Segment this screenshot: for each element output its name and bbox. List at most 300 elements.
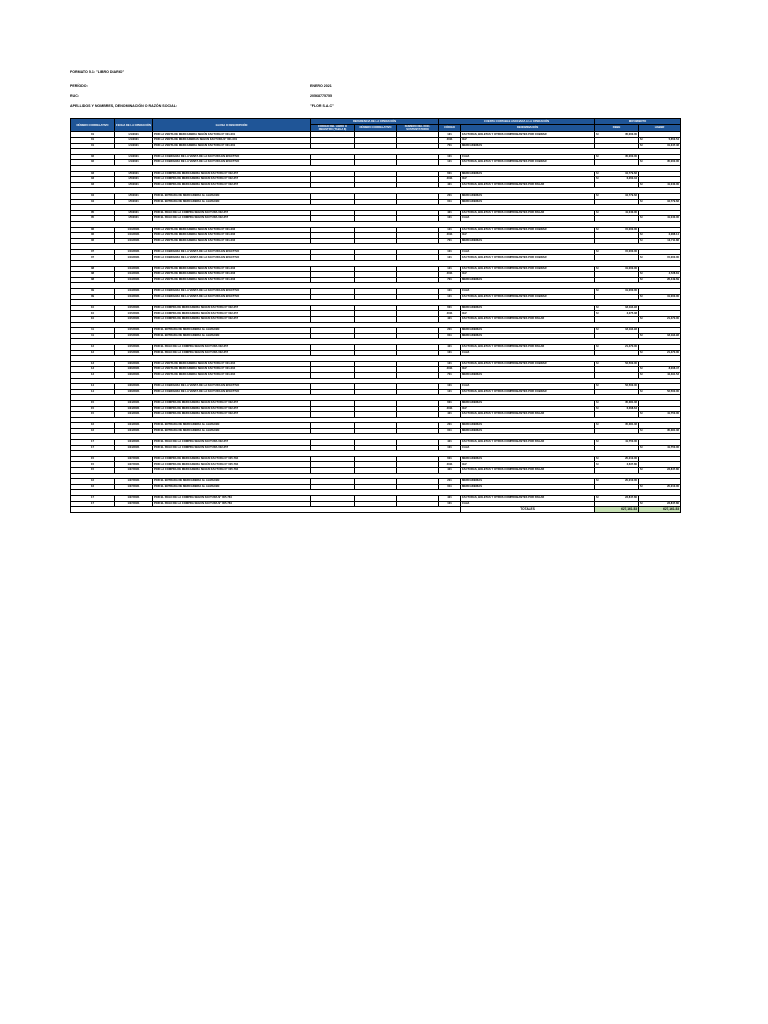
glosa-cell: POR EL PAGO DE LA COMPRA SEGÚN FACTURA 002-257: [153, 350, 311, 356]
fecha-cell: 1/27/2021: [115, 456, 153, 462]
currency-symbol: S/: [640, 143, 643, 147]
debe-cell: [595, 317, 639, 323]
debe-cell: [595, 255, 639, 261]
fecha-cell: 1/5/2021: [115, 210, 153, 216]
numero-correlativo-cell: 05: [71, 216, 115, 222]
ruc-label: RUC:: [70, 94, 79, 98]
debe-value: 35,381.36: [625, 401, 638, 404]
fecha-cell: 1/13/2021: [115, 266, 153, 272]
codigo-cuenta-cell: 101: [439, 289, 461, 295]
fecha-cell: 1/24/2021: [115, 440, 153, 446]
numero-correlativo-cell: 02: [71, 154, 115, 160]
glosa-cell: POR LA COMPRA DE MERCADERIA SEGÚN FACTURA N° 002-257: [153, 412, 311, 418]
codigo-cuenta-cell: 611: [439, 484, 461, 490]
fecha-cell: 1/13/2021: [115, 294, 153, 300]
currency-symbol: S/: [596, 440, 599, 444]
debe-value: 52,500.00: [625, 361, 638, 365]
debe-cell: [595, 238, 639, 244]
fecha-cell: 1/10/2021: [115, 233, 153, 239]
denominacion-cell: CAJA: [461, 445, 595, 451]
currency-symbol: S/: [640, 182, 643, 186]
numero-correlativo-cell: 05: [71, 210, 115, 216]
codigo-cuenta-cell: 421: [439, 468, 461, 474]
currency-symbol: S/: [640, 255, 643, 259]
haber-value: 18,194.92: [667, 333, 680, 337]
glosa-cell: POR LA VENTA DE MERCADERIA SEGÚN FACTURA N° 001-004: [153, 361, 311, 367]
haber-value: 35,381.36: [667, 428, 680, 432]
debe-cell: [595, 350, 639, 356]
fecha-cell: 1/5/2021: [115, 193, 153, 199]
numero-correlativo-cell: 11: [71, 333, 115, 339]
denominacion-cell: MERCADERIAS: [461, 479, 595, 485]
fecha-cell: 1/1/2021: [115, 154, 153, 160]
glosa-cell: POR LA COBRANZA DE LA VENTA DE LA FACTURA EN EFECTIVO: [153, 160, 311, 166]
glosa-cell: POR LA COMPRA DE MERCADERIA SEGÚN FACTURA N° 002-257: [153, 406, 311, 412]
glosa-cell: POR EL PAGO DE LA COMPRA SEGÚN FACTURA N° 005-784: [153, 496, 311, 502]
numero-correlativo-cell: 13: [71, 361, 115, 367]
currency-symbol: S/: [640, 277, 643, 281]
fecha-cell: 1/24/2021: [115, 412, 153, 418]
haber-cell: [639, 160, 681, 166]
debe-cell: [595, 160, 639, 166]
glosa-cell: POR EL ENTRADA DE MERCADERIA AL ALMACEN: [153, 484, 311, 490]
currency-symbol: S/: [596, 171, 599, 175]
denominacion-cell: IGV: [461, 233, 595, 239]
fecha-cell: 1/13/2021: [115, 272, 153, 278]
currency-symbol: S/: [640, 317, 643, 321]
haber-cell: [639, 317, 681, 323]
codigo-cuenta-cell: 4011: [439, 177, 461, 183]
denominacion-cell: CAJA: [461, 154, 595, 160]
debe-cell: [595, 333, 639, 339]
denominacion-cell: CAJA: [461, 350, 595, 356]
debe-cell: [595, 372, 639, 378]
codigo-cuenta-cell: 101: [439, 445, 461, 451]
denominacion-cell: CAJA: [461, 501, 595, 507]
fecha-cell: 1/10/2021: [115, 227, 153, 233]
debe-cell: [595, 182, 639, 188]
currency-symbol: S/: [640, 333, 643, 337]
denominacion-cell: IGV: [461, 462, 595, 468]
numero-correlativo-cell: 08: [71, 277, 115, 283]
glosa-cell: POR LA VENTA DE MERCADERIA SEGÚN FACTURA N° 001-004: [153, 367, 311, 373]
currency-symbol: S/: [596, 289, 599, 293]
haber-value: 2,288.14: [668, 233, 680, 237]
haber-value: 5,652.54: [668, 138, 680, 142]
debe-value: 23,847.80: [625, 496, 638, 500]
haber-cell: [639, 182, 681, 188]
debe-value: 35,000.00: [625, 154, 638, 158]
currency-symbol: S/: [596, 177, 599, 181]
haber-value: 35,000.00: [667, 160, 680, 164]
currency-symbol: S/: [596, 462, 599, 466]
debe-value: 18,194.92: [625, 305, 638, 309]
currency-symbol: S/: [640, 138, 643, 142]
fecha-cell: 1/1/2021: [115, 160, 153, 166]
numero-correlativo-cell: 12: [71, 344, 115, 350]
currency-symbol: S/: [596, 210, 599, 214]
codigo-cuenta-cell: 611: [439, 199, 461, 205]
numero-correlativo-cell: 15: [71, 456, 115, 462]
numero-correlativo-cell: 15: [71, 400, 115, 406]
codigo-cuenta-cell: 4011: [439, 367, 461, 373]
totals-debe: 627,161.53: [595, 507, 639, 513]
numero-correlativo-cell: 02: [71, 160, 115, 166]
numero-correlativo-cell: 03: [71, 182, 115, 188]
codigo-cuenta-cell: 421: [439, 344, 461, 350]
numero-correlativo-cell: 16: [71, 428, 115, 434]
codigo-cuenta-cell: 701: [439, 238, 461, 244]
numero-correlativo-cell: 15: [71, 468, 115, 474]
codigo-cuenta-cell: 601: [439, 305, 461, 311]
haber-cell: [639, 255, 681, 261]
codigo-cuenta-cell: 421: [439, 496, 461, 502]
codigo-cuenta-cell: 121: [439, 361, 461, 367]
haber-cell: [639, 484, 681, 490]
codigo-cuenta-cell: 4011: [439, 311, 461, 317]
currency-symbol: S/: [640, 233, 643, 237]
haber-value: 44,491.53: [667, 373, 680, 377]
currency-symbol: S/: [640, 238, 643, 242]
codigo-cuenta-cell: 101: [439, 249, 461, 255]
currency-symbol: S/: [640, 160, 643, 164]
glosa-cell: POR LA COBRANZA DE LA VENTA DE LA FACTURA EN EFECTIVO: [153, 289, 311, 295]
codigo-cuenta-cell: 601: [439, 400, 461, 406]
codigo-cuenta-cell: 421: [439, 317, 461, 323]
debe-cell: [595, 412, 639, 418]
currency-symbol: S/: [596, 456, 599, 460]
denominacion-cell: CAJA: [461, 289, 595, 295]
numero-correlativo-cell: 04: [71, 193, 115, 199]
header-codigo-libro: CÓDIGO DEL LIBRO O REGISTRO (TABLA 8): [311, 124, 355, 132]
glosa-cell: POR LA COMPRA DE MERCADERIA SEGÚN FACTURA N° 002-257: [153, 311, 311, 317]
debe-value: 15,000.00: [625, 249, 638, 253]
haber-cell: [639, 350, 681, 356]
debe-value: 18,194.92: [625, 328, 638, 332]
currency-symbol: S/: [640, 373, 643, 377]
glosa-cell: POR EL ENTRADA DE MERCADERIA AL ALMACEN: [153, 199, 311, 205]
debe-value: 6,260.34: [626, 177, 638, 181]
denominacion-cell: FACTURAS, BOLETAS Y OTROS COMPROBANTES POR COBRAR: [461, 266, 595, 272]
fecha-cell: 1/5/2021: [115, 216, 153, 222]
codigo-cuenta-cell: 101: [439, 384, 461, 390]
debe-cell: [595, 143, 639, 149]
numero-correlativo-cell: 08: [71, 272, 115, 278]
header-numero-correlativo-ref: NÚMERO CORRELATIVO: [355, 124, 397, 132]
fecha-cell: 1/5/2021: [115, 199, 153, 205]
denominacion-cell: MERCADERIAS: [461, 305, 595, 311]
haber-cell: [639, 277, 681, 283]
ledger-body: [71, 132, 681, 507]
glosa-cell: POR EL PAGO DE LA COMPRA SEGÚN FACTURA 002-257: [153, 344, 311, 350]
header-glosa: GLOSA O DESCRIPCIÓN: [153, 119, 311, 132]
numero-correlativo-cell: 09: [71, 289, 115, 295]
denominacion-cell: FACTURAS, BOLETAS Y OTROS COMPROBANTES POR PAGAR: [461, 496, 595, 502]
currency-symbol: S/: [596, 345, 599, 349]
glosa-cell: POR LA COMPRA DE MERCADERIA SEGÚN FACTURA N° 005-784: [153, 468, 311, 474]
document-title: FORMATO 5.1: "LIBRO DIARIO": [70, 70, 125, 74]
glosa-cell: POR EL ENTRADA DE MERCADERIA AL ALMACEN: [153, 428, 311, 434]
debe-cell: [595, 445, 639, 451]
currency-symbol: S/: [596, 423, 599, 427]
denominacion-cell: MERCADERIAS: [461, 372, 595, 378]
denominacion-cell: MERCADERIAS: [461, 328, 595, 334]
denominacion-cell: MERCADERIAS: [461, 428, 595, 434]
codigo-cuenta-cell: 4011: [439, 406, 461, 412]
fecha-cell: 1/13/2021: [115, 277, 153, 283]
denominacion-cell: IGV: [461, 311, 595, 317]
numero-correlativo-cell: 15: [71, 462, 115, 468]
currency-symbol: S/: [640, 294, 643, 298]
denominacion-cell: FACTURAS, BOLETAS Y OTROS COMPROBANTES POR COBRAR: [461, 132, 595, 138]
haber-cell: [639, 294, 681, 300]
denominacion-cell: FACTURAS, BOLETAS Y OTROS COMPROBANTES POR PAGAR: [461, 412, 595, 418]
haber-value: 12,711.86: [667, 238, 680, 242]
codigo-cuenta-cell: 4011: [439, 233, 461, 239]
numero-correlativo-cell: 10: [71, 305, 115, 311]
debe-cell: [595, 468, 639, 474]
currency-symbol: S/: [640, 484, 643, 488]
codigo-cuenta-cell: 601: [439, 171, 461, 177]
denominacion-cell: MERCADERIAS: [461, 171, 595, 177]
glosa-cell: POR EL PAGO DE LA COMPRA SEGÚN FACTURA 002-257: [153, 210, 311, 216]
glosa-cell: POR EL ENTRADA DE MERCADERIA AL ALMACEN: [153, 328, 311, 334]
numero-correlativo-cell: 04: [71, 199, 115, 205]
glosa-cell: POR LA VENTA DE MERCADERIA SEGÚN FACTURA N° 001-002: [153, 227, 311, 233]
denominacion-cell: MERCADERIAS: [461, 484, 595, 490]
numero-correlativo-cell: 07: [71, 255, 115, 261]
codigo-cuenta-cell: 121: [439, 266, 461, 272]
header-referencia-operacion: REFERENCIA DE LA OPERACIÓN: [311, 119, 439, 125]
denominacion-cell: CAJA: [461, 249, 595, 255]
header-codigo: CÓDIGO: [439, 124, 461, 132]
haber-value: 15,000.00: [667, 255, 680, 259]
denominacion-cell: MERCADERIAS: [461, 199, 595, 205]
denominacion-cell: FACTURAS, BOLETAS Y OTROS COMPROBANTES POR COBRAR: [461, 160, 595, 166]
denominacion-cell: MERCADERIAS: [461, 456, 595, 462]
codigo-cuenta-cell: 611: [439, 428, 461, 434]
numero-correlativo-cell: 01: [71, 138, 115, 144]
numero-correlativo-cell: 10: [71, 311, 115, 317]
denominacion-cell: CAJA: [461, 384, 595, 390]
glosa-cell: POR LA VENTA DE MERCADERIA SEGÚN FACTURA N° 001-001: [153, 132, 311, 138]
debe-value: 3,637.80: [626, 462, 638, 466]
currency-symbol: S/: [596, 311, 599, 315]
denominacion-cell: MERCADERIAS: [461, 277, 595, 283]
haber-cell: [639, 216, 681, 222]
currency-symbol: S/: [596, 194, 599, 198]
denominacion-cell: FACTURAS, BOLETAS Y OTROS COMPROBANTES POR PAGAR: [461, 317, 595, 323]
debe-cell: [595, 277, 639, 283]
haber-value: 21,470.00: [667, 350, 680, 354]
numero-correlativo-cell: 07: [71, 249, 115, 255]
fecha-cell: 1/27/2021: [115, 501, 153, 507]
debe-value: 52,500.00: [625, 384, 638, 388]
fecha-cell: 1/1/2021: [115, 132, 153, 138]
denominacion-cell: IGV: [461, 272, 595, 278]
glosa-cell: POR LA COMPRA DE MERCADERIA SEGÚN FACTURA N° 005-784: [153, 462, 311, 468]
glosa-cell: POR LA VENTA DE MERCADERIA SEGÚN FACTURA N° 001-004: [153, 372, 311, 378]
fecha-cell: 1/20/2021: [115, 372, 153, 378]
denominacion-cell: FACTURAS, BOLETAS Y OTROS COMPROBANTES POR PAGAR: [461, 210, 595, 216]
fecha-cell: 1/27/2021: [115, 496, 153, 502]
fecha-cell: 1/5/2021: [115, 177, 153, 183]
glosa-cell: POR LA VENTA DE MERCADERIA SEGÚN FACTURA N° 001-002: [153, 238, 311, 244]
denominacion-cell: FACTURAS, BOLETAS Y OTROS COMPROBANTES POR COBRAR: [461, 294, 595, 300]
haber-cell: [639, 428, 681, 434]
debe-value: 21,470.00: [625, 345, 638, 349]
debe-value: 31,000.00: [625, 266, 638, 270]
glosa-cell: POR LA VENTA DE MERCADERIA SEGÚN FACTURA N° 001-003: [153, 272, 311, 278]
fecha-cell: 1/10/2021: [115, 255, 153, 261]
fecha-cell: 1/20/2021: [115, 389, 153, 395]
debe-value: 3,275.08: [626, 311, 638, 315]
currency-symbol: S/: [596, 227, 599, 231]
numero-correlativo-cell: 17: [71, 501, 115, 507]
numero-correlativo-cell: 14: [71, 389, 115, 395]
numero-correlativo-cell: 16: [71, 423, 115, 429]
numero-correlativo-cell: 15: [71, 406, 115, 412]
totals-label: TOTALES: [461, 507, 595, 513]
haber-value: 8,008.47: [668, 367, 680, 371]
fecha-cell: 1/27/2021: [115, 468, 153, 474]
glosa-cell: POR EL ENTRADA DE MERCADERIA AL ALMACEN: [153, 479, 311, 485]
glosa-cell: POR LA VENTA DE MERCADERIA SEGÚN FACTURA N° 001-002: [153, 233, 311, 239]
header-debe: DEBE: [595, 124, 639, 132]
numero-correlativo-cell: 03: [71, 177, 115, 183]
codigo-cuenta-cell: 201: [439, 479, 461, 485]
numero-correlativo-cell: 03: [71, 171, 115, 177]
fecha-cell: 1/27/2021: [115, 479, 153, 485]
currency-symbol: S/: [640, 389, 643, 393]
codigo-cuenta-cell: 701: [439, 143, 461, 149]
debe-cell: [595, 484, 639, 490]
haber-cell: [639, 468, 681, 474]
denominacion-cell: MERCADERIAS: [461, 333, 595, 339]
header-movimiento: MOVIMIENTO: [595, 119, 681, 125]
glosa-cell: POR LA VENTA DE MERCADERIA SEGÚN FACTURA N° 001-003: [153, 277, 311, 283]
libro-diario-table: [70, 118, 681, 513]
codigo-cuenta-cell: 4011: [439, 138, 461, 144]
denominacion-cell: FACTURAS, BOLETAS Y OTROS COMPROBANTES POR PAGAR: [461, 344, 595, 350]
debe-value: 6,368.64: [626, 406, 638, 410]
denominacion-cell: MERCADERIAS: [461, 238, 595, 244]
debe-value: 35,000.00: [625, 132, 638, 136]
denominacion-cell: MERCADERIAS: [461, 143, 595, 149]
fecha-cell: 1/27/2021: [115, 484, 153, 490]
numero-correlativo-cell: 06: [71, 233, 115, 239]
fecha-cell: 1/24/2021: [115, 400, 153, 406]
codigo-cuenta-cell: 4011: [439, 462, 461, 468]
fecha-cell: 1/15/2021: [115, 305, 153, 311]
fecha-cell: 1/5/2021: [115, 171, 153, 177]
numero-correlativo-cell: 13: [71, 372, 115, 378]
debe-value: 41,040.00: [625, 210, 638, 214]
fecha-cell: 1/27/2021: [115, 462, 153, 468]
numero-correlativo-cell: 08: [71, 266, 115, 272]
denominacion-cell: IGV: [461, 367, 595, 373]
currency-symbol: S/: [596, 266, 599, 270]
glosa-cell: POR LA VENTA DE MERCADERIAS SEGÚN FACTURA N° 001-001: [153, 138, 311, 144]
denominacion-cell: MERCADERIAS: [461, 423, 595, 429]
glosa-cell: POR LA COMPRA DE MERCADERIA SEGÚN FACTURA N° 002-257: [153, 177, 311, 183]
glosa-cell: POR LA COMPRA DE MERCADERIA SEGÚN FACTURA N° 002-257: [153, 305, 311, 311]
currency-symbol: S/: [596, 406, 599, 410]
header-denominacion: DENOMINACIÓN: [461, 124, 595, 132]
numero-correlativo-cell: 16: [71, 484, 115, 490]
ruc-value: 20568775755: [310, 94, 332, 98]
haber-cell: [639, 445, 681, 451]
numero-correlativo-cell: 09: [71, 294, 115, 300]
codigo-cuenta-cell: 121: [439, 255, 461, 261]
header-numero-correlativo: NÚMERO CORRELATIVO: [71, 119, 115, 132]
codigo-cuenta-cell: 4011: [439, 272, 461, 278]
fecha-cell: 1/15/2021: [115, 350, 153, 356]
header-cuenta-contable: CUENTA CONTABLE ASOCIADA A LA OPERACIÓN: [439, 119, 595, 125]
glosa-cell: POR LA VENTA DE MERCADERIA SEGÚN FACTURA N° 001-003: [153, 266, 311, 272]
glosa-cell: POR LA COBRANZA DE LA VENTA DE LA FACTURA EN EFECTIVO: [153, 249, 311, 255]
denominacion-cell: MERCADERIAS: [461, 400, 595, 406]
haber-value: 41,040.00: [667, 182, 680, 186]
debe-cell: [595, 389, 639, 395]
glosa-cell: POR LA COBRANZA DE LA VENTA DE LA FACTURA EN EFECTIVO: [153, 255, 311, 261]
fecha-cell: 1/15/2021: [115, 311, 153, 317]
razon-social-label: APELLIDOS Y NOMBRES, DENOMINACIÓN O RAZÓN SOCIAL:: [70, 104, 178, 108]
fecha-cell: 1/15/2021: [115, 328, 153, 334]
codigo-cuenta-cell: 101: [439, 216, 461, 222]
fecha-cell: 1/1/2021: [115, 138, 153, 144]
debe-value: 34,779.66: [625, 171, 638, 175]
codigo-cuenta-cell: 701: [439, 277, 461, 283]
periodo-label: PERÍODO:: [70, 84, 88, 88]
currency-symbol: S/: [596, 328, 599, 332]
fecha-cell: 1/15/2021: [115, 333, 153, 339]
currency-symbol: S/: [640, 412, 643, 416]
haber-cell: [639, 333, 681, 339]
haber-value: 41,750.00: [667, 412, 680, 416]
numero-correlativo-cell: 10: [71, 317, 115, 323]
debe-value: 34,779.66: [625, 194, 638, 198]
currency-symbol: S/: [640, 501, 643, 505]
denominacion-cell: IGV: [461, 138, 595, 144]
debe-value: 31,000.00: [625, 289, 638, 293]
header-numero-doc: NÚMERO DEL DOC. SUSTENTATORIO: [397, 124, 439, 132]
fecha-cell: 1/24/2021: [115, 428, 153, 434]
currency-symbol: S/: [596, 496, 599, 500]
fecha-cell: 1/13/2021: [115, 289, 153, 295]
numero-correlativo-cell: 13: [71, 367, 115, 373]
denominacion-cell: MERCADERIAS: [461, 193, 595, 199]
haber-cell: [639, 238, 681, 244]
fecha-cell: 1/10/2021: [115, 249, 153, 255]
codigo-cuenta-cell: 121: [439, 294, 461, 300]
denominacion-cell: CAJA: [461, 216, 595, 222]
header-fecha-operacion: FECHA DE LA OPERACIÓN: [115, 119, 153, 132]
currency-symbol: S/: [640, 445, 643, 449]
debe-cell: [595, 501, 639, 507]
razon-social-value: "FLOR S.A.C": [310, 104, 334, 108]
glosa-cell: POR EL ENTRADA DE MERCADERIA AL ALMACEN: [153, 423, 311, 429]
haber-value: 52,500.00: [667, 389, 680, 393]
glosa-cell: POR LA COMPRA DE MERCADERIA SEGÚN FACTURA N° 002-257: [153, 317, 311, 323]
haber-value: 23,847.80: [667, 468, 680, 472]
haber-value: 20,210.00: [667, 484, 680, 488]
numero-correlativo-cell: 16: [71, 479, 115, 485]
haber-value: 31,000.00: [667, 294, 680, 298]
debe-cell: [595, 216, 639, 222]
codigo-cuenta-cell: 421: [439, 182, 461, 188]
codigo-cuenta-cell: 421: [439, 440, 461, 446]
